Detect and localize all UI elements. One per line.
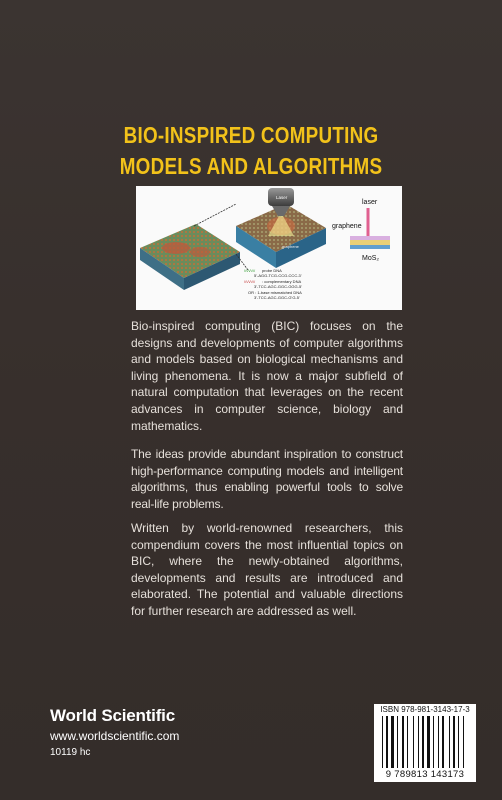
dna-graphene-diagram [136, 186, 402, 310]
svg-text:\/\/\/\/\/: \/\/\/\/\/ [244, 268, 256, 273]
mismatch-label: OR : 1-base mismatched DNA [248, 290, 302, 295]
description-paragraph-3: Written by world-renowned researchers, this compendium covers the most influential topics on BIC, where the newly-obtained algorithms, developments and results are introduced and elaborated. The potential and valuable directions for further research are addressed as well. [131, 521, 403, 618]
dna-legend [244, 268, 302, 300]
isbn-number: 9 789813 143173 [385, 769, 465, 780]
publisher-code: 10119 hc [50, 747, 91, 758]
publisher-block [50, 706, 179, 760]
schematic-illustration [332, 199, 390, 262]
graphene-label: graphene [332, 223, 362, 230]
description-paragraph-1: Bio-inspired computing (BIC) focuses on the designs and developments of computer algorithms and models based on biological mechanisms and living phenomena. It is now a major subfield of natural computation that leverages on the recent advances in computer science, biology and mathematics. [131, 319, 403, 433]
probe-label: probe DNA [262, 268, 282, 273]
publisher-name: World Scientific [50, 706, 175, 725]
book-title [45, 120, 457, 182]
cover-figure [136, 186, 402, 310]
mos2-label: MoS₂ [362, 255, 380, 262]
publisher-url: www.worldscientific.com [50, 729, 180, 743]
left-chip-illustration [140, 224, 240, 290]
probe-seq: 5'-AGG-TCG-CCG-CCC-3' [254, 273, 302, 278]
comp-label: : complementary DNA [262, 279, 302, 284]
mismatch-seq: 3'-TCC-AGC-GGC-G’G-5' [254, 295, 300, 300]
isbn-barcode [374, 704, 476, 782]
description-paragraph-2: The ideas provide abundant inspiration to construct high-performance computing models and intelligent algorithms, thus enabling powerful tools to solve real-life problems. [131, 447, 403, 511]
title-line-1: BIO-INSPIRED COMPUTING [123, 122, 379, 148]
laser-label: laser [362, 199, 378, 206]
svg-text:graphene: graphene [282, 244, 299, 249]
isbn-label: ISBN 978-981-3143-17-3 [380, 705, 470, 714]
title-line-2: MODELS AND ALGORITHMS [119, 153, 383, 179]
svg-text:\/\/\/\/\/: \/\/\/\/\/ [244, 279, 256, 284]
laser-head-label: Laser [276, 195, 288, 200]
comp-seq: 3'-TCC-AGC-GGC-GGG-5' [254, 284, 302, 289]
